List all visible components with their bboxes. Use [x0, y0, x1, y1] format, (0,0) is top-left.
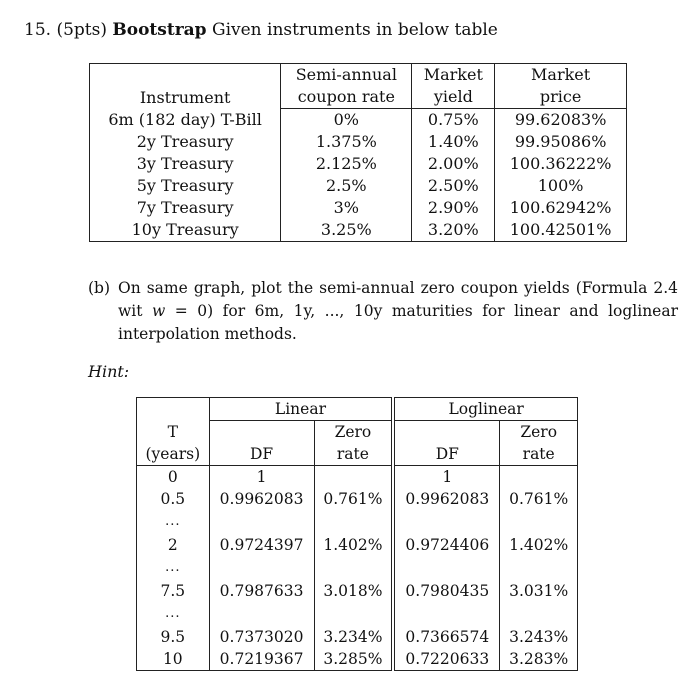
ellipsis: ... — [137, 556, 210, 580]
col-t-line2: (years) — [137, 443, 210, 466]
part-b-question — [88, 277, 678, 346]
table-row — [90, 153, 627, 175]
cell-t: 2 — [137, 534, 210, 556]
ellipsis: ... — [137, 602, 210, 626]
problem-prompt: Given instruments in below table — [211, 20, 498, 40]
cell-lin-df: 0.7219367 — [209, 648, 314, 671]
ellipsis: ... — [137, 510, 210, 534]
col-lin-zero-line1: Zero — [314, 421, 393, 444]
cell-t: 9.5 — [137, 626, 210, 648]
cell-price: 100% — [495, 175, 627, 197]
table-row — [90, 131, 627, 153]
part-b-label: (b) — [88, 279, 111, 297]
hint-label: Hint: — [88, 362, 130, 381]
cell-coupon: 1.375% — [281, 131, 412, 153]
cell-log-zero: 1.402% — [500, 534, 578, 556]
table-row — [137, 488, 578, 510]
cell-t: 10 — [137, 648, 210, 671]
group-linear: Linear — [209, 398, 393, 421]
cell-lin-zero: 3.018% — [314, 580, 393, 602]
cell-log-df: 0.9962083 — [393, 488, 500, 510]
cell-log-zero: 3.031% — [500, 580, 578, 602]
cell-log-df: 0.9724406 — [393, 534, 500, 556]
cell-coupon: 3.25% — [281, 219, 412, 242]
problem-topic: Bootstrap — [112, 20, 207, 40]
cell-log-df: 1 — [393, 466, 500, 489]
table-row — [137, 580, 578, 602]
cell-lin-df: 0.9724397 — [209, 534, 314, 556]
hint-table — [136, 397, 578, 671]
t-header-top — [137, 398, 210, 421]
header-price-line1: Market — [495, 64, 627, 87]
header-coupon-line1: Semi-annual — [281, 64, 412, 87]
cell-instrument: 3y Treasury — [90, 153, 281, 175]
cell-price: 100.62942% — [495, 197, 627, 219]
problem-title — [24, 20, 498, 40]
instruments-table — [89, 63, 627, 242]
cell-yield: 3.20% — [412, 219, 495, 242]
cell-lin-df: 0.7987633 — [209, 580, 314, 602]
cell-coupon: 2.125% — [281, 153, 412, 175]
cell-yield: 2.00% — [412, 153, 495, 175]
cell-log-zero: 3.283% — [500, 648, 578, 671]
table-row — [90, 175, 627, 197]
table-row — [137, 466, 578, 489]
cell-log-zero — [500, 466, 578, 489]
col-log-df: DF — [393, 421, 500, 466]
cell-lin-zero: 0.761% — [314, 488, 393, 510]
part-b-text-1: On same graph, plot the semi-annual zero coupon yields (Formula 2.4 wit — [118, 279, 678, 320]
col-log-zero-line1: Zero — [500, 421, 578, 444]
cell-instrument: 10y Treasury — [90, 219, 281, 242]
cell-log-df: 0.7366574 — [393, 626, 500, 648]
cell-price: 100.42501% — [495, 219, 627, 242]
cell-log-zero: 3.243% — [500, 626, 578, 648]
table-row — [90, 197, 627, 219]
problem-points: (5pts) — [56, 20, 107, 40]
table-row — [137, 648, 578, 671]
header-price-line2: price — [495, 86, 627, 109]
col-lin-df: DF — [209, 421, 314, 466]
problem-number: 15. — [24, 20, 52, 40]
cell-yield: 2.90% — [412, 197, 495, 219]
cell-lin-zero: 3.234% — [314, 626, 393, 648]
part-b-text-2: = 0) for 6m, 1y, ..., 10y maturities for linear and loglinear interpolation methods. — [118, 302, 678, 343]
part-b-variable: w — [151, 302, 166, 320]
cell-log-df: 0.7220633 — [393, 648, 500, 671]
cell-price: 99.95086% — [495, 131, 627, 153]
cell-coupon: 0% — [281, 109, 412, 132]
cell-t: 0.5 — [137, 488, 210, 510]
header-yield-line1: Market — [412, 64, 495, 87]
header-yield-line2: yield — [412, 86, 495, 109]
col-log-zero-line2: rate — [500, 443, 578, 466]
cell-price: 99.62083% — [495, 109, 627, 132]
col-t-line1: T — [137, 421, 210, 444]
cell-lin-zero: 3.285% — [314, 648, 393, 671]
cell-instrument: 5y Treasury — [90, 175, 281, 197]
cell-t: 0 — [137, 466, 210, 489]
cell-t: 7.5 — [137, 580, 210, 602]
cell-log-df: 0.7980435 — [393, 580, 500, 602]
cell-coupon: 2.5% — [281, 175, 412, 197]
cell-yield: 1.40% — [412, 131, 495, 153]
table-row — [137, 534, 578, 556]
cell-lin-zero: 1.402% — [314, 534, 393, 556]
cell-lin-df: 1 — [209, 466, 314, 489]
cell-coupon: 3% — [281, 197, 412, 219]
cell-yield: 0.75% — [412, 109, 495, 132]
cell-lin-zero — [314, 466, 393, 489]
group-loglinear: Loglinear — [393, 398, 577, 421]
header-instrument: Instrument — [90, 64, 281, 109]
cell-instrument: 6m (182 day) T-Bill — [90, 109, 281, 132]
col-lin-zero-line2: rate — [314, 443, 393, 466]
cell-instrument: 7y Treasury — [90, 197, 281, 219]
table-row — [137, 626, 578, 648]
table-row — [90, 219, 627, 242]
cell-lin-df: 0.7373020 — [209, 626, 314, 648]
cell-log-zero: 0.761% — [500, 488, 578, 510]
table-row — [90, 109, 627, 132]
cell-yield: 2.50% — [412, 175, 495, 197]
header-coupon-line2: coupon rate — [281, 86, 412, 109]
cell-instrument: 2y Treasury — [90, 131, 281, 153]
cell-price: 100.36222% — [495, 153, 627, 175]
cell-lin-df: 0.9962083 — [209, 488, 314, 510]
